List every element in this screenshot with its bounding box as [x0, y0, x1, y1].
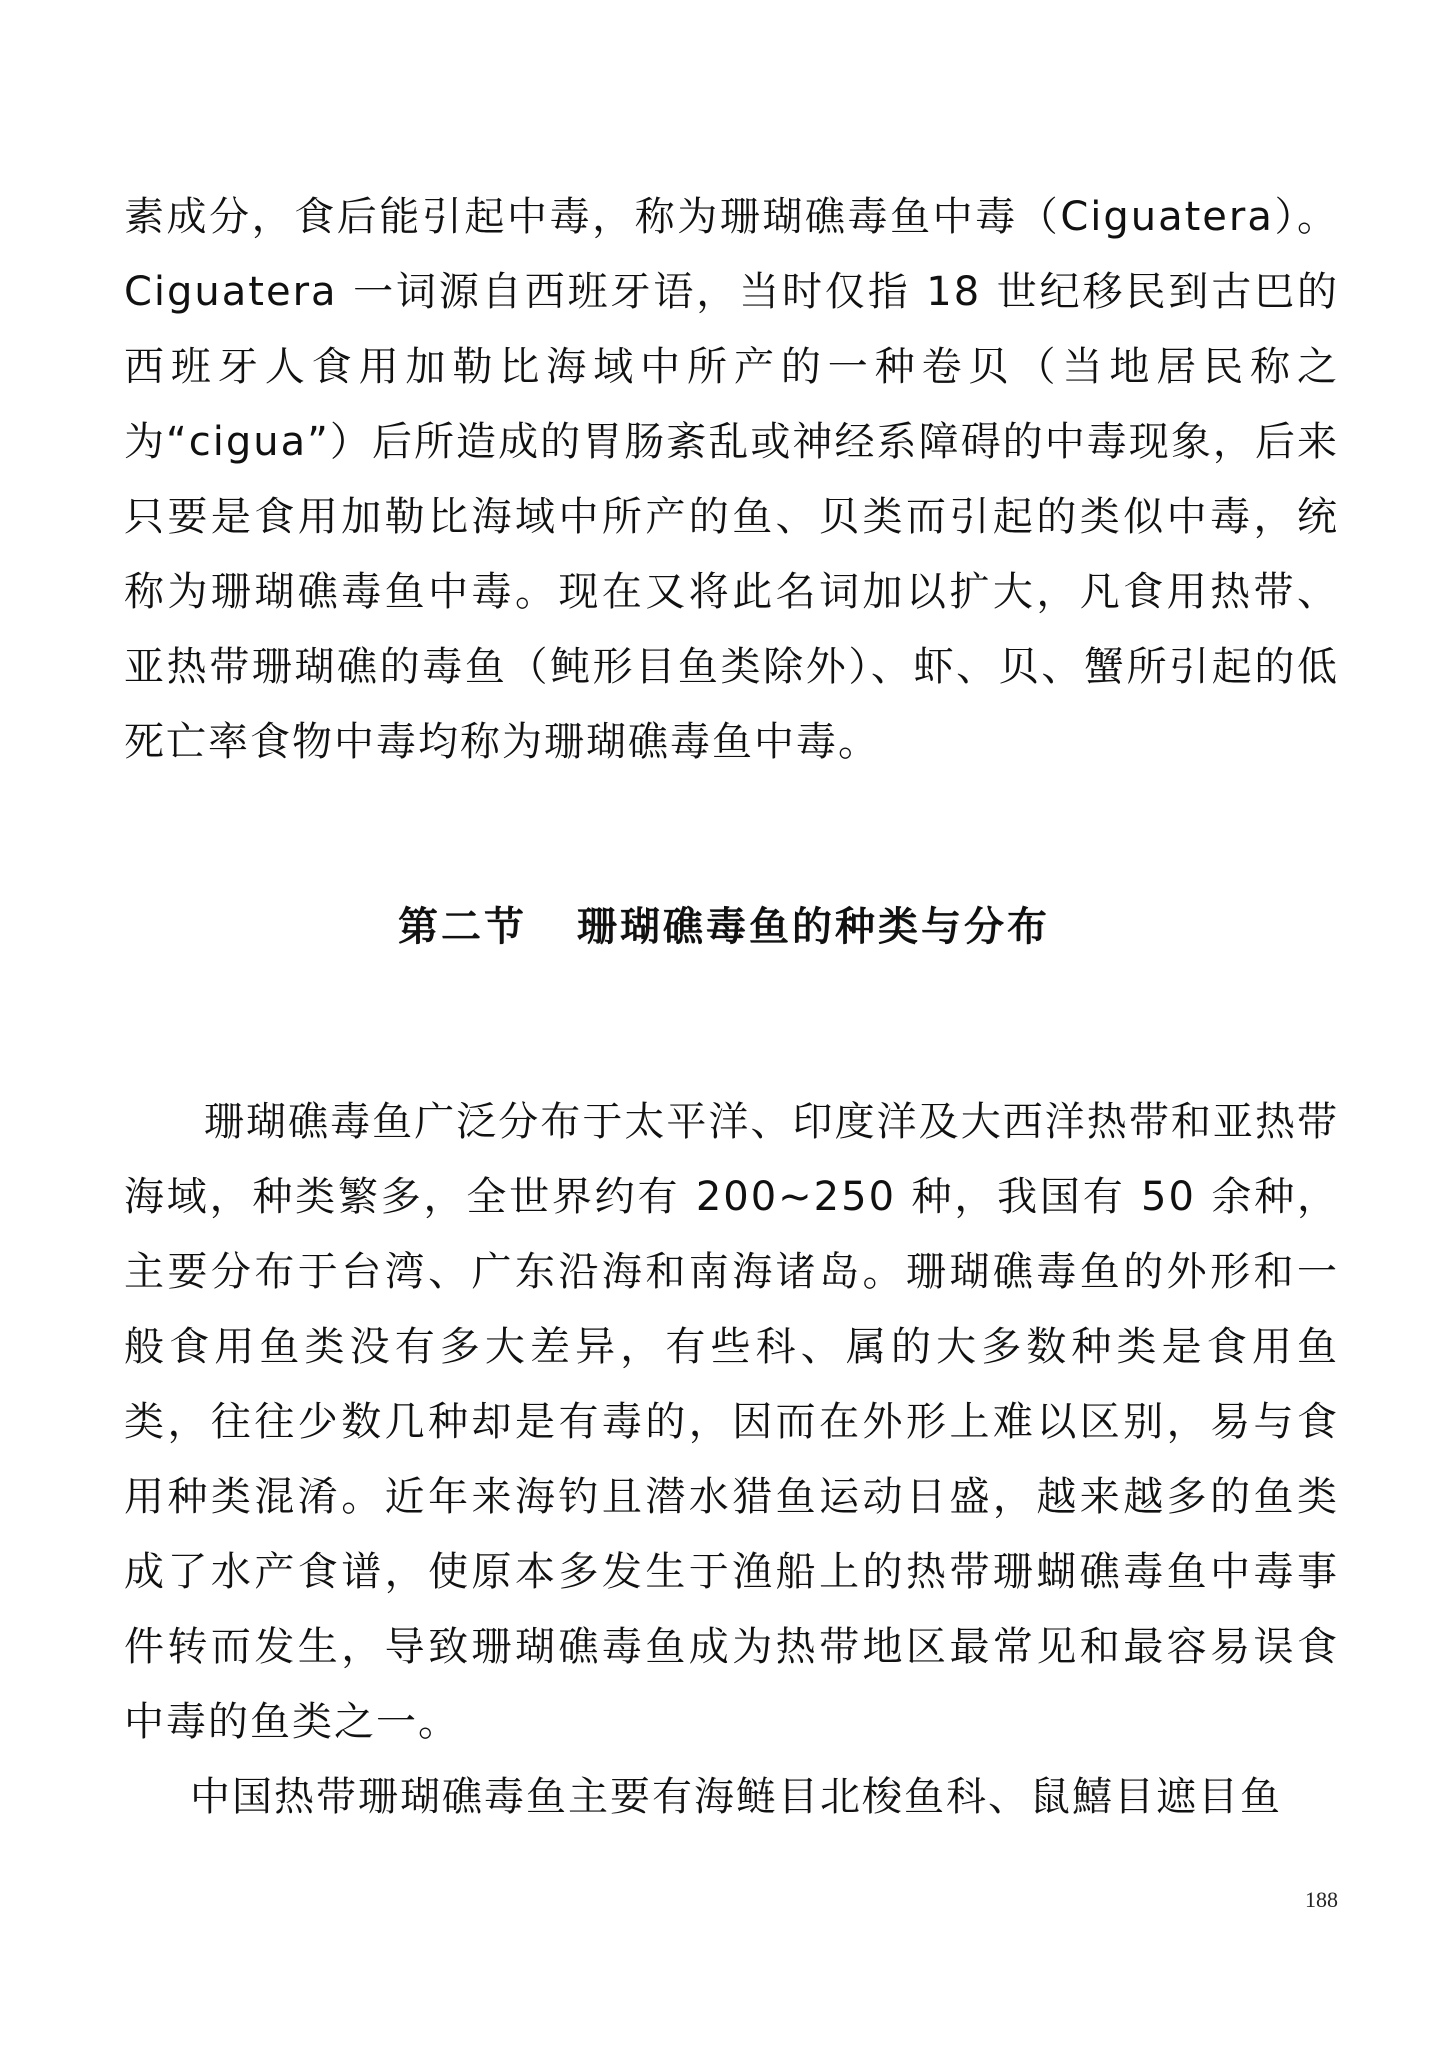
section-heading-title: 珊瑚礁毒鱼的种类与分布	[577, 904, 1050, 950]
body-paragraph-ciguatera-definition: 素成分，食后能引起中毒，称为珊瑚礁毒鱼中毒（Ciguatera）。Ciguatera 一词源自西班牙语，当时仅指 18 世纪移民到古巴的西班牙人食用加勒比海域中所产的一种卷贝（当地居民称之为“cigua”）后所造成的胃肠紊乱或神经系障碍的中毒现象，后来只要是食用加勒比海域中所产的鱼、贝类而引起的类似中毒，统称为珊瑚礁毒鱼中毒。现在又将此名词加以扩大，凡食用热带、亚热带珊瑚礁的毒鱼（鲀形目鱼类除外）、虾、贝、蟹所引起的低死亡率食物中毒均称为珊瑚礁毒鱼中毒。	[124, 194, 1339, 765]
section-heading-number: 第二节	[398, 904, 527, 950]
body-paragraph-species-distribution: 珊瑚礁毒鱼广泛分布于太平洋、印度洋及大西洋热带和亚热带海域，种类繁多，全世界约有 200~250 种，我国有 50 余种，主要分布于台湾、广东沿海和南海诸岛。珊瑚礁毒鱼的外形和一般食用鱼类没有多大差异，有些科、属的大多数种类是食用鱼类，往往少数几种却是有毒的，因而在外形上难以区别，易与食用种类混淆。近年来海钓且潜水猎鱼运动日盛，越来越多的鱼类成了水产食谱，使原本多发生于渔船上的热带珊蝴礁毒鱼中毒事件转而发生，导致珊瑚礁毒鱼成为热带地区最常见和最容易误食中毒的鱼类之一。	[124, 1099, 1339, 1745]
section-heading	[0, 895, 1448, 952]
page-number: 188	[1305, 1887, 1338, 1912]
body-paragraph-china-species: 中国热带珊瑚礁毒鱼主要有海鲢目北梭鱼科、鼠鱚目遮目鱼	[190, 1774, 1282, 1820]
